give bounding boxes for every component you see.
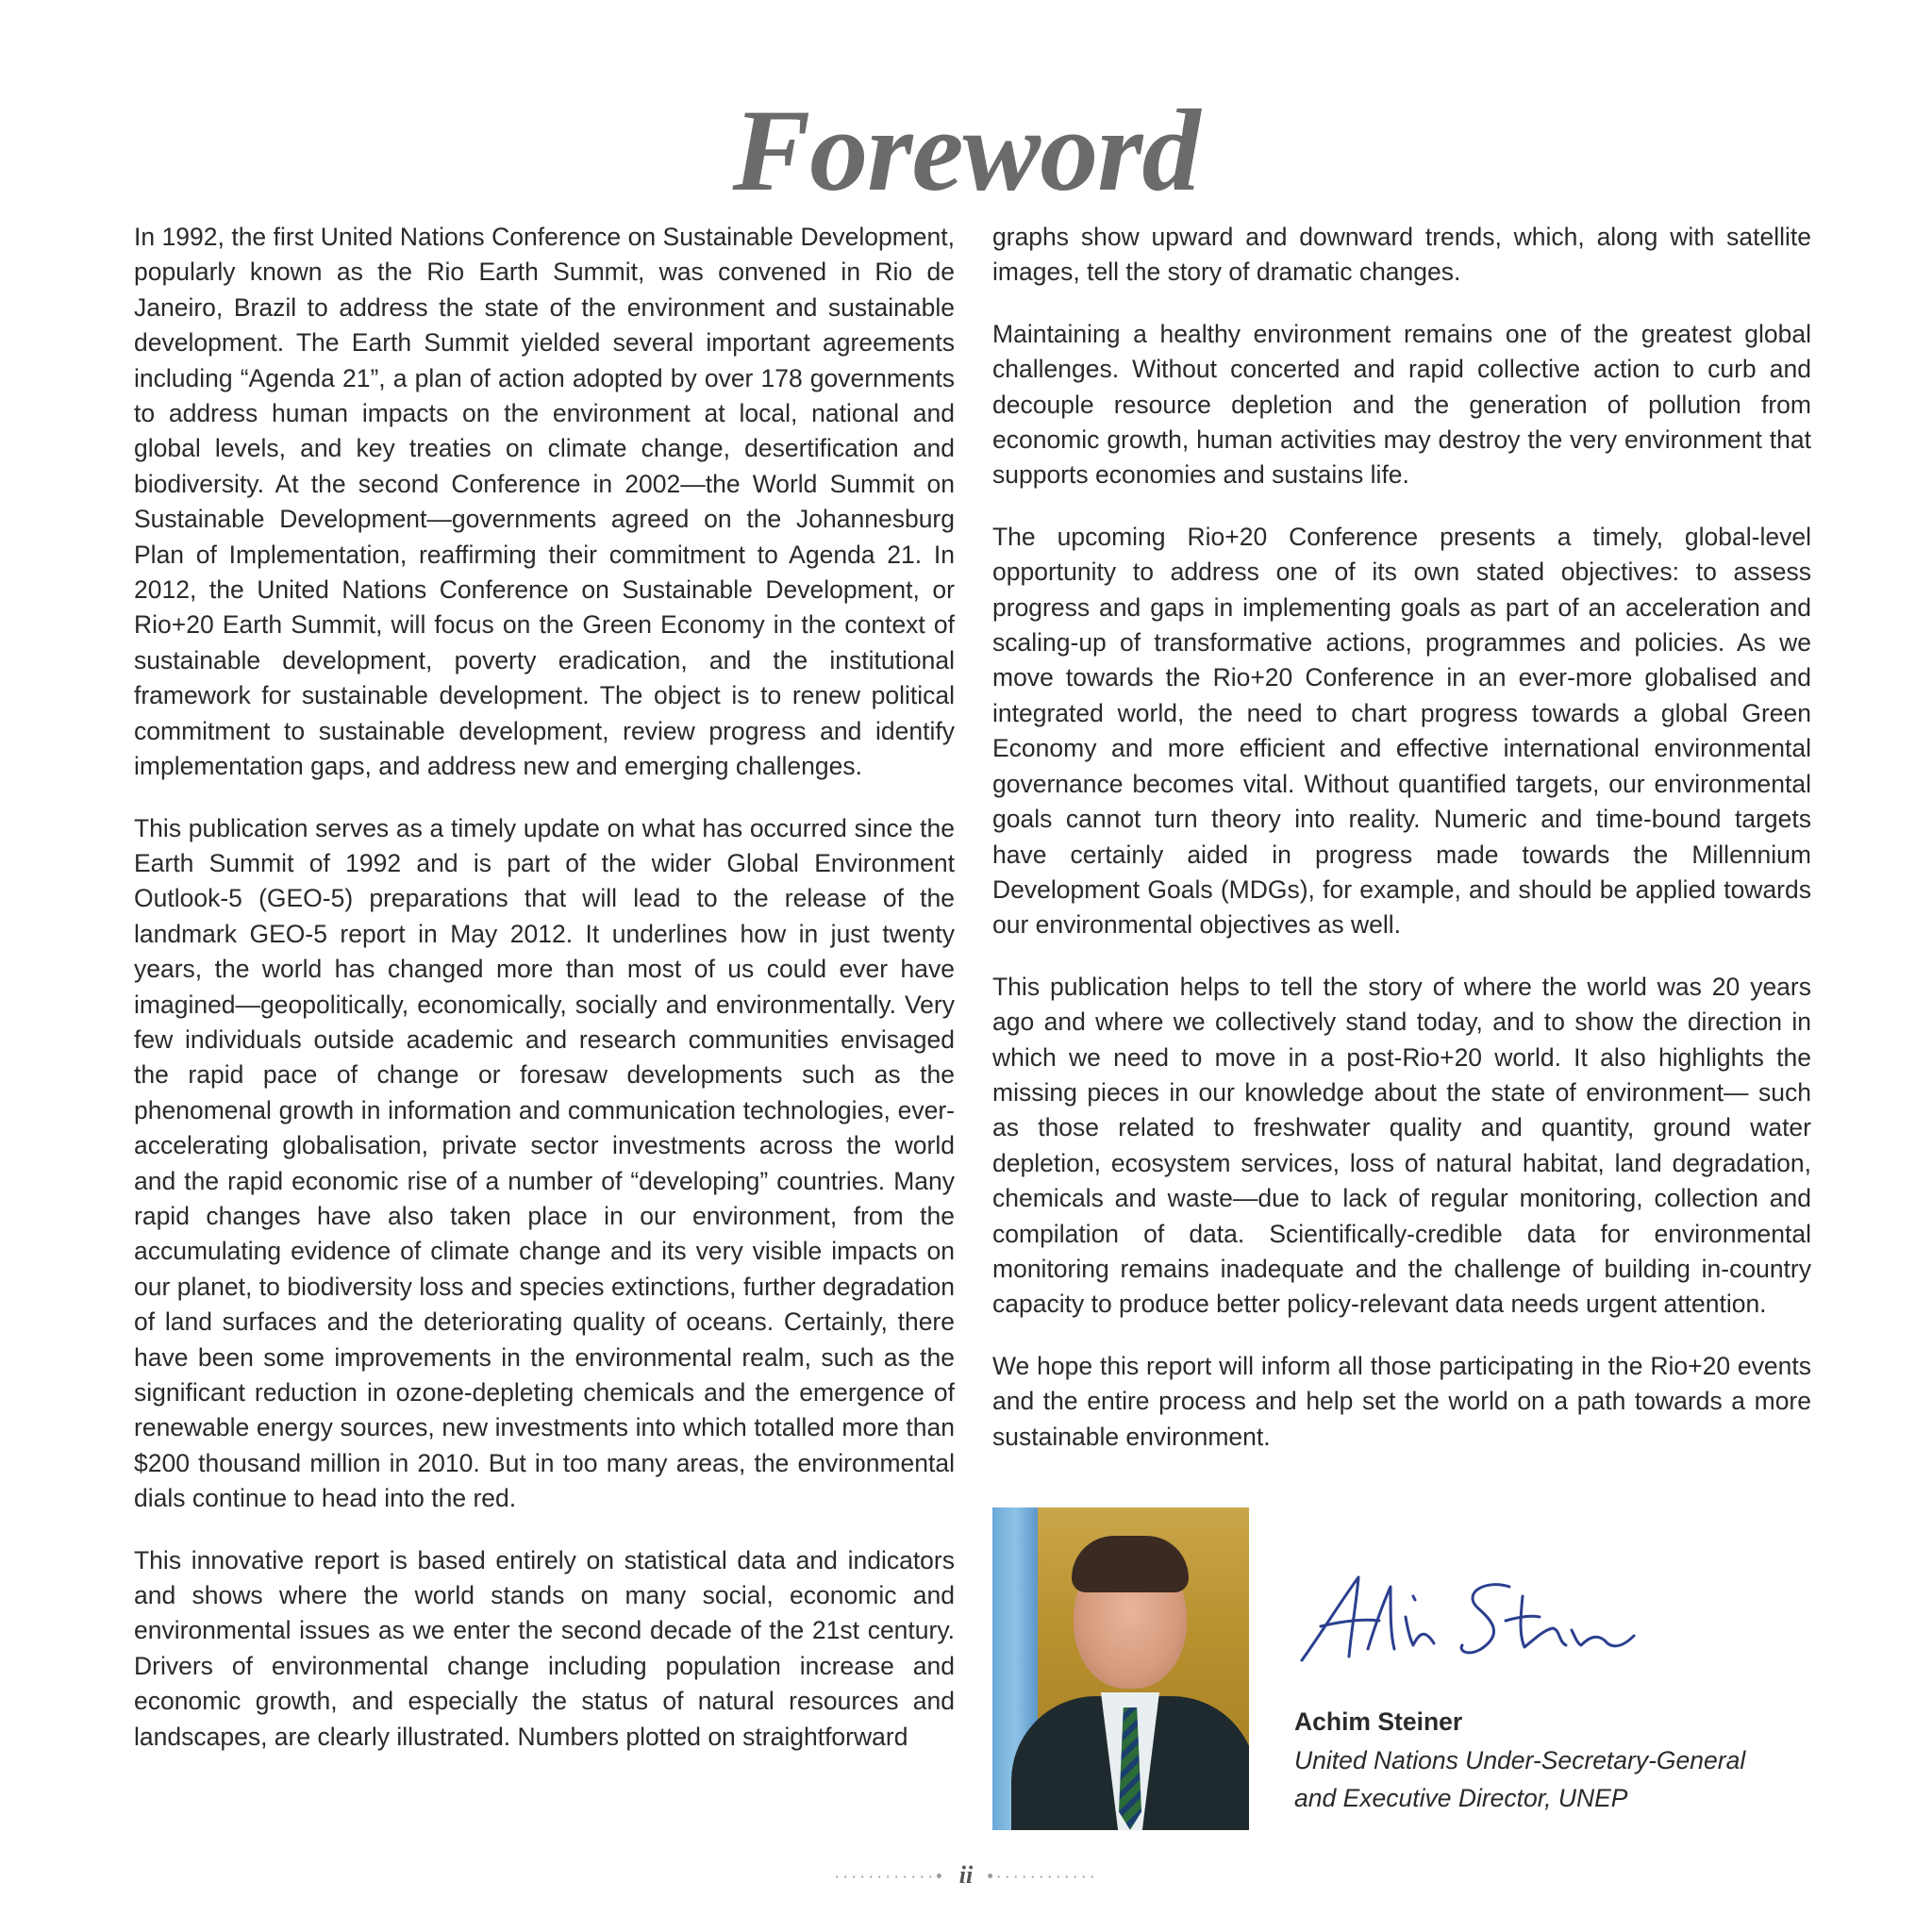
right-column (992, 220, 1811, 1481)
page-title: Foreword (732, 86, 1200, 215)
paragraph: graphs show upward and downward trends, which, along with satellite images, tell the story of dramatic changes. (992, 223, 1811, 287)
paragraph: We hope this report will inform all those participating in the Rio+20 events and the entire process and help set the world on a path towards a more sustainable environment. (992, 1351, 1811, 1451)
paragraph: This publication helps to tell the story of where the world was 20 years ago and where we collectively stand today, and to show the direction in which we need to move in a post-Rio+20 world. It also highlights the missing pieces in our knowledge about the state of environment— such as those related to freshwater quality and quantity, ground water depletion, ecosystem services, loss of natural habitat, land degradation, chemicals and waste—due to lack of regular monitoring, collection and compilation of data. Scientifically-credible data for environmental monitoring remains inadequate and the challenge of building in-country capacity to produce better policy-relevant data needs urgent attention. (992, 972, 1811, 1319)
signature-image (1292, 1558, 1651, 1672)
paragraph: This innovative report is based entirely on statistical data and indicators and shows where the world stands on many social, economic and environmental issues as we enter the second decade of the 21st century. Drivers of environmental change including population increase and economic growth, and especially the status of natural resources and landscapes, are clearly illustrated. Numbers plotted on straightforward (134, 1545, 955, 1751)
portrait-hair (1072, 1536, 1189, 1592)
paragraph: This publication serves as a timely update on what has occurred since the Earth Summit of 1992 and is part of the wider Global Environment Outlook-5 (GEO-5) preparations that will lead to the release of the landmark GEO-5 report in May 2012. It underlines how in just twenty years, the world has changed more than most of us could ever have imagined—geopolitically, economically, socially and environmentally. Very few individuals outside academic and research communities envisaged the rapid pace of change or foresaw developments such as the phenomenal growth in information and communication technologies, ever-accelerating globalisation, private sector investments across the world and the rapid economic rise of a number of “developing” countries. Many rapid changes have also taken place in our environment, from the accumulating evidence of climate change and its very visible impacts on our planet, to biodiversity loss and species extinctions, further degradation of land surfaces and the deteriorating quality of oceans. Certainly, there have been some improvements in the environmental realm, such as the significant reduction in ozone-depleting chemicals and the emergence of renewable energy sources, new investments into which totalled more than $200 thousand million in 2010. But in too many areas, the environmental dials continue to head into the red. (134, 813, 955, 1513)
page-footer (0, 1860, 1932, 1890)
footer-dots-left: ············• (834, 1866, 945, 1886)
signatory-name: Achim Steiner (1294, 1707, 1463, 1736)
signatory-title-line: and Executive Director, UNEP (1294, 1784, 1628, 1812)
paragraph: In 1992, the first United Nations Conference on Sustainable Development, popularly known as the Rio Earth Summit, was convened in Rio de Janeiro, Brazil to address the state of the environment and sustainable development. The Earth Summit yielded several important agreements including “Agenda 21”, a plan of action adopted by over 178 governments to address human impacts on the environment at local, national and global levels, and key treaties on climate change, desertification and biodiversity. At the second Conference in 2002—the World Summit on Sustainable Development—governments agreed on the Johannesburg Plan of Implementation, reaffirming their commitment to Agenda 21. In 2012, the United Nations Conference on Sustainable Development, or Rio+20 Earth Summit, will focus on the Green Economy in the context of sustainable development, poverty eradication, and the institutional framework for sustainable development. The object is to renew political commitment to sustainable development, review progress and identify implementation gaps, and address new and emerging challenges. (134, 223, 955, 781)
portrait-photo (992, 1507, 1249, 1830)
signatory-title-line: United Nations Under-Secretary-General (1294, 1746, 1746, 1774)
paragraph: Maintaining a healthy environment remains one of the greatest global challenges. Without concerted and rapid collective action to curb and decouple resource depletion and the generation of pollution from economic growth, human activities may destroy the very environment that supports economies and sustains life. (992, 319, 1811, 490)
signatory-title (1294, 1741, 1745, 1817)
left-column (134, 220, 955, 1781)
paragraph: The upcoming Rio+20 Conference presents a timely, global-level opportunity to address one of its own stated objectives: to assess progress and gaps in implementing goals as part of an acceleration and scaling-up of transformative actions, programmes and policies. As we move towards the Rio+20 Conference in an ever-more globalised and integrated world, the need to chart progress towards a global Green Economy and more efficient and effective international environmental governance becomes vital. Without quantified targets, our environmental goals cannot turn theory into reality. Numeric and time-bound targets have certainly aided in progress made towards the Millennium Development Goals (MDGs), for example, and should be applied towards our environmental objectives as well. (992, 522, 1811, 940)
page-number: ii (958, 1861, 974, 1889)
footer-dots-right: •············ (987, 1866, 1098, 1886)
